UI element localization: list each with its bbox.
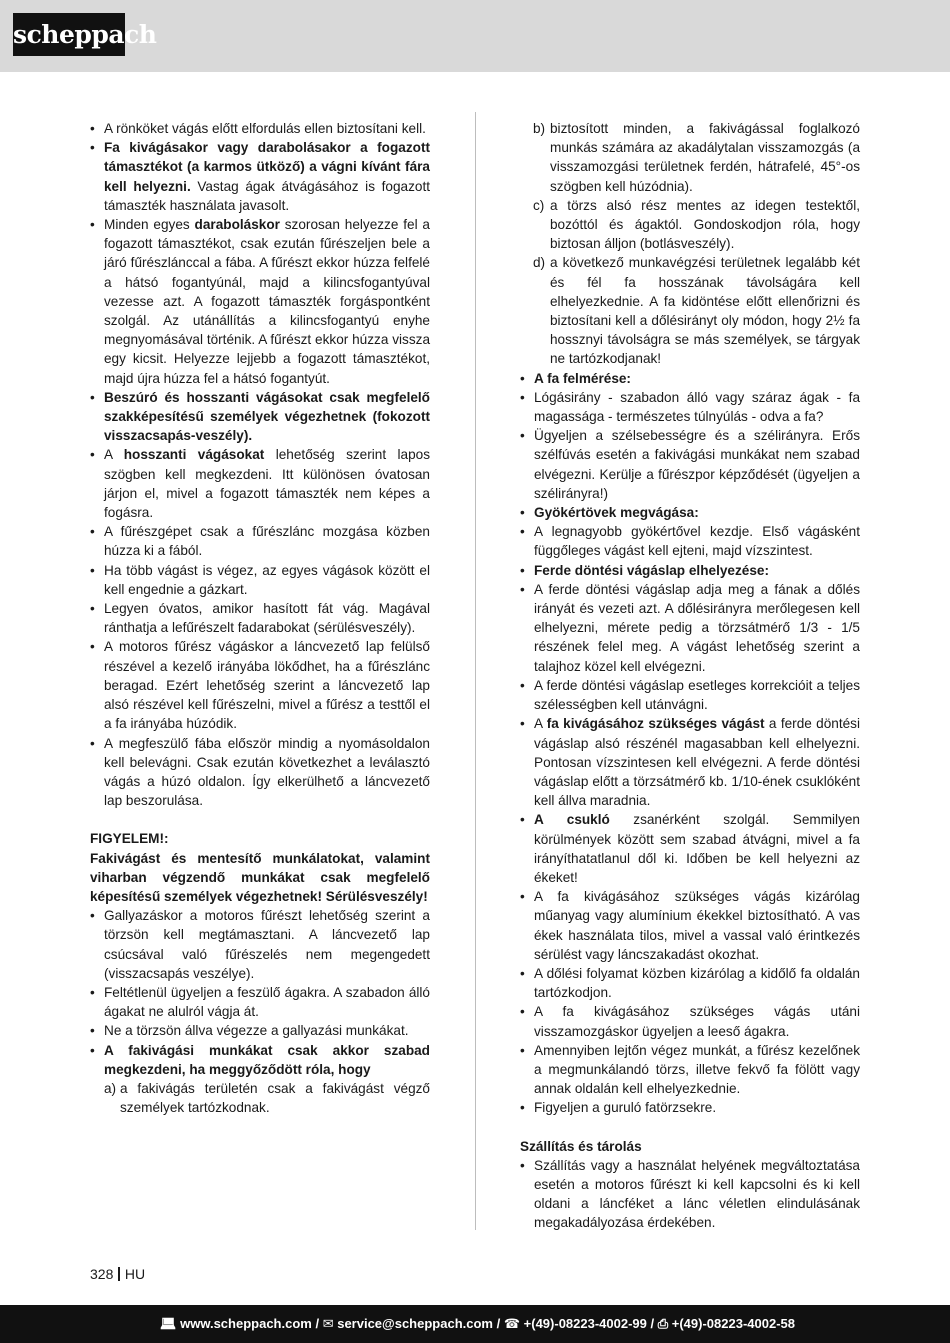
fax-icon: ⎙ bbox=[657, 1316, 669, 1331]
list-item: • A dőlési folyamat közben kizárólag a kidőlő fa oldalán tartózkodjon. bbox=[520, 964, 860, 1002]
list-item: • Beszúró és hosszanti vágásokat csak megfelelő szakképesítésű személyek végezhetnek (fokozott visszacsapás-veszély). bbox=[90, 388, 430, 446]
section-heading: • Ferde döntési vágáslap elhelyezése: bbox=[520, 561, 860, 580]
right-column bbox=[520, 119, 860, 1233]
section-heading: • A fa felmérése: bbox=[520, 369, 860, 388]
website-link[interactable]: www.scheppach.com / bbox=[180, 1316, 320, 1331]
list-item: • A legnagyobb gyökértővel kezdje. Első vágásként függőleges vágást kell ejteni, majd vízszintest. bbox=[520, 522, 860, 560]
column-divider bbox=[475, 112, 476, 1230]
fax-number: +(49)-08223-4002-58 bbox=[671, 1316, 795, 1331]
list-item: • A fa kivágásához szükséges vágást a ferde döntési vágáslap alsó részénél magasabban kell elhelyezni. Pontosan vízszintesen kell elvégezni. A ferde döntési vágáslap előtt a törzsátmérő kb. 1/10-ének csuklóként kell állva maradnia. bbox=[520, 714, 860, 810]
list-item: • Ügyeljen a szélsebességre és a szélirányra. Erős szélfúvás esetén a fakivágási munkákat nem szabad elvégezni. Kerülje a fűrészpor képződését (ügyeljen a szélirányra!) bbox=[520, 426, 860, 503]
list-item: • A rönköket vágás előtt elfordulás ellen biztosítani kell. bbox=[90, 119, 430, 138]
section-heading: • Gyökértövek megvágása: bbox=[520, 503, 860, 522]
list-item: • Lógásirány - szabadon álló vagy száraz ágak - fa magassága - természetes túlnyúlás - odva a fa? bbox=[520, 388, 860, 426]
sub-list-item: d) a következő munkavégzési területnek legalább két és fél fa hosszának távolságára kell elhelyezkednie. A fa kidöntése előtt ellenőrizni és biztosítani kell a dőlésirányt oly módon, hogy 2½ fa hossznyi távolságra se más személyek, se tárgyak ne tartózkodjanak! bbox=[520, 253, 860, 368]
list-item: • A fakivágási munkákat csak akkor szabad megkezdeni, ha meggyőződött róla, hogy bbox=[90, 1041, 430, 1079]
list-item: • Szállítás vagy a használat helyének megváltoztatása esetén a motoros fűrészt ki kell kapcsolni és ki kell oldani a láncféket a lánc véletlen elindulásának megakadályozása érdekében. bbox=[520, 1156, 860, 1233]
list-item: • A hosszanti vágásokat lehetőség szerint lapos szögben kell megkezdeni. Itt különösen óvatosan járjon el, mivel a fogazott támaszték nem képes a fogásra. bbox=[90, 445, 430, 522]
list-item: • Minden egyes daraboláskor szorosan helyezze fel a fogazott támasztékot, csak ezután fűrészeljen bele a járó fűrészlánccal a fába. A fűrészt ekkor húzza felfelé a hátsó fogantyúnál, majd a kilincsfogantyúval vezesse azt. A fogazott támaszték forgáspontként szolgál. Az utánállítás a kilincsfogantyú enyhe megnyomásával történik. A fűrészt ekkor húzza vissza egy kicsit. Helyezze lejjebb a fogazott támasztékot, majd újra húzza fel a hátsó fogantyút. bbox=[90, 215, 430, 388]
list-item: • Ha több vágást is végez, az egyes vágások között el kell engednie a gázkart. bbox=[90, 561, 430, 599]
section-title: Szállítás és tárolás bbox=[520, 1138, 642, 1154]
list-item: • Figyeljen a guruló fatörzsekre. bbox=[520, 1098, 860, 1117]
brand-logo: scheppach bbox=[13, 13, 125, 56]
left-column bbox=[90, 119, 430, 1117]
list-item: • Ne a törzsön állva végezze a gallyazási munkákat. bbox=[90, 1021, 430, 1040]
phone-icon: ☎︎ bbox=[503, 1316, 521, 1331]
list-item: • A fa kivágásához szükséges vágás utáni visszamozgáskor ügyeljen a leeső ágakra. bbox=[520, 1002, 860, 1040]
list-item: • Amennyiben lejtőn végez munkát, a fűrész kezelőnek a megmunkálandó törzs, illetve fekvő fa fölött vagy annak oldalán kell elhelyezkednie. bbox=[520, 1041, 860, 1099]
list-item: • A motoros fűrész vágáskor a láncvezető lap felülső részével a kezelő irányába lökődhet, ha a fűrészlánc beragad. Ezért lehetőség szerint a láncvezető lap alsó részével kell fűrészelni, mivel a fűrész a testtől el a fa irányába húzódik. bbox=[90, 637, 430, 733]
list-item: • A fűrészgépet csak a fűrészlánc mozgása közben húzza ki a fából. bbox=[90, 522, 430, 560]
page-header bbox=[0, 0, 950, 72]
list-item: • Gallyazáskor a motoros fűrészt lehetőség szerint a törzsön kell megtámasztani. A láncvezető lap csúcsával való fűrészelés nem megengedett (visszacsapás veszélye). bbox=[90, 906, 430, 983]
list-item: • A megfeszülő fába először mindig a nyomásoldalon kell belevágni. Csak ezután következhet a leválasztó vágás a húzó oldalon. Így elkerülhető a láncvezető lap beszorulása. bbox=[90, 734, 430, 811]
page-number-separator bbox=[118, 1267, 120, 1281]
mail-icon: ✉︎ bbox=[322, 1316, 334, 1331]
list-item: • Legyen óvatos, amikor hasított fát vág. Magával ránthatja a lefűrészelt fadarabokat (sérülésveszély). bbox=[90, 599, 430, 637]
list-item: • Feltétlenül ügyeljen a feszülő ágakra. A szabadon álló ágakat ne alulról vágja át. bbox=[90, 983, 430, 1021]
list-item: • A csukló zsanérként szolgál. Semmilyen körülmények között sem szabad átvágni, mivel a fa irányíthatatlanul dől ki. Időben be kell helyezni az ékeket! bbox=[520, 810, 860, 887]
page-number: 328 HU bbox=[90, 1266, 146, 1282]
sub-list-item: c) a törzs alsó rész mentes az idegen testektől, bozóttól és ágaktól. Gondoskodjon róla, hogy biztosan álljon (botlásveszély). bbox=[520, 196, 860, 254]
sub-list-item: a) a fakivágás területén csak a fakivágást végző személyek tartózkodnak. bbox=[90, 1079, 430, 1117]
warning-title: FIGYELEM!: bbox=[90, 831, 169, 847]
phone-number: +(49)-08223-4002-99 / bbox=[523, 1316, 655, 1331]
list-item: • Fa kivágásakor vagy darabolásakor a fogazott támasztékot (a karmos ütköző) a vágni kívánt fára kell helyezni. Vastag ágak átvágásához is fogazott támaszték használata javasolt. bbox=[90, 138, 430, 215]
list-item: • A ferde döntési vágáslap esetleges korrekcióit a teljes szélességben kell utánvágni. bbox=[520, 676, 860, 714]
list-item: • A fa kivágásához szükséges vágás kizárólag műanyag vagy alumínium ékekkel biztosítható. A vas ékek használata tilos, mivel a vassal való érintkezés sérülést vagy láncszakadást okozhat. bbox=[520, 887, 860, 964]
warning-body: Fakivágást és mentesítő munkálatokat, valamint viharban végzendő munkákat csak megfelelő képesítésű személyek végezhetnek! Sérülésveszély! bbox=[90, 850, 430, 904]
footer-contact-bar bbox=[0, 1305, 950, 1343]
computer-icon: 💻︎ bbox=[159, 1316, 177, 1331]
sub-list-item: b) biztosított minden, a fakivágással foglalkozó munkás számára az akadálytalan visszamozgás (a visszamozgási területnek ferdén, hátrafelé, 45°-os szögben kell húzódnia). bbox=[520, 119, 860, 196]
email-link[interactable]: service@scheppach.com / bbox=[337, 1316, 501, 1331]
list-item: • A ferde döntési vágáslap adja meg a fának a dőlés irányát és vezeti azt. A dőlésirányra merőlegesen kell elhelyezni, mérete pedig a törzsátmérő 1/3 - 1/5 részének felel meg. A vágást lehetőség szerint a talajhoz közel kell elvégezni. bbox=[520, 580, 860, 676]
